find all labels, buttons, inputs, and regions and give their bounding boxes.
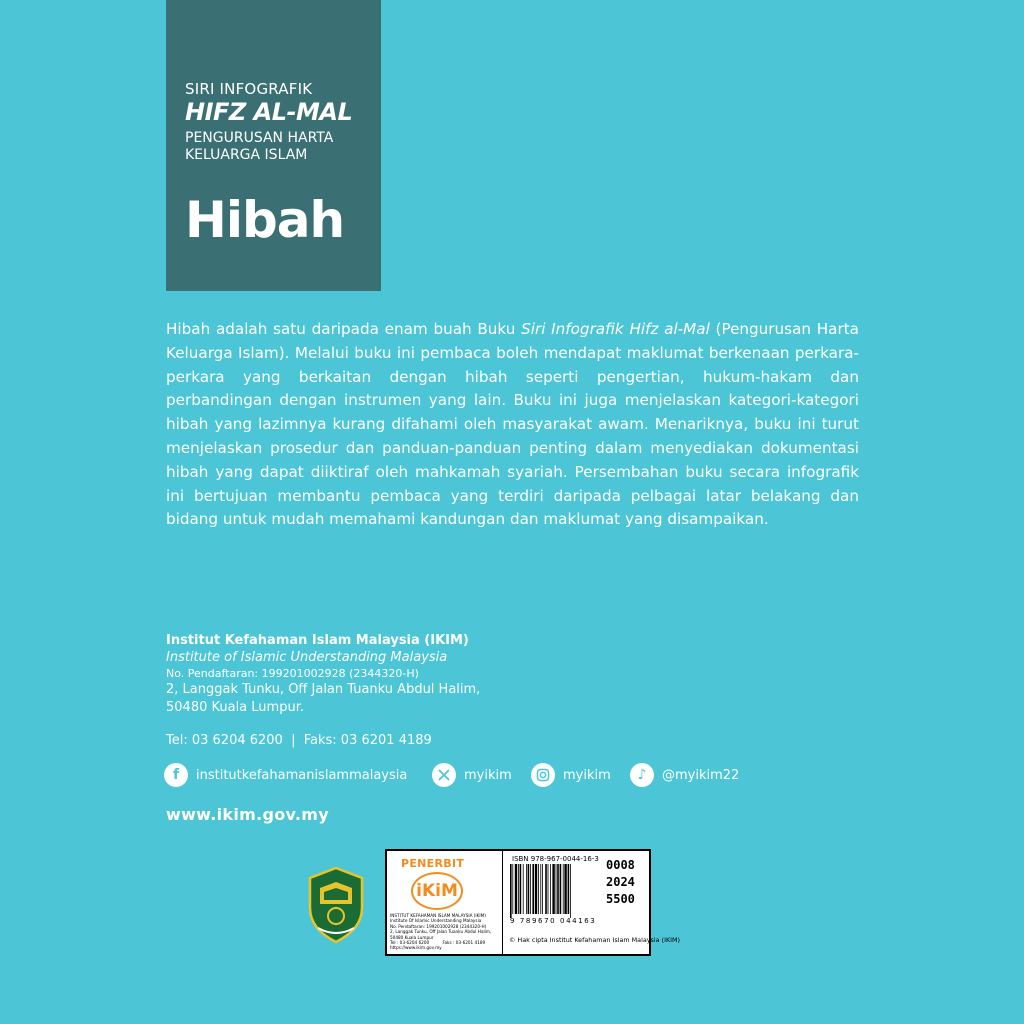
social-instagram[interactable] [531, 762, 611, 788]
imprint-line: No. Pendaftaran: 199201002928 (2344320-H) [390, 923, 487, 929]
imprint-line: https://www.ikim.gov.my [390, 945, 442, 951]
social-links [164, 762, 784, 788]
book-description [166, 318, 859, 532]
social-facebook[interactable] [164, 762, 407, 788]
publisher-name-english: Institute of Islamic Understanding Malaysia [166, 650, 448, 665]
publisher-info [166, 632, 586, 717]
series-label: SIRI INFOGRAFIK [185, 80, 313, 98]
imprint-line: Institute Of Islamic Understanding Malaysia [390, 918, 482, 924]
contact-phones: Tel: 03 6204 6200 | Faks: 03 6201 4189 [166, 733, 432, 748]
imprint-line: 2, Langgak Tunku, Off Jalan Tuanku Abdul Halim, [390, 929, 492, 935]
instagram-handle: myikim [563, 767, 611, 783]
series-subtitle-line-1: PENGURUSAN HARTA [185, 130, 334, 146]
publisher-name: Institut Kefahaman Islam Malaysia (IKIM) [166, 633, 469, 648]
cover-title-block [166, 0, 381, 291]
ikim-logo-icon [411, 872, 463, 910]
isbn-barcode-area [504, 851, 681, 954]
series-subtitle [185, 130, 381, 164]
publisher-address-line-1: 2, Langgak Tunku, Off Jalan Tuanku Abdul Halim, [166, 682, 481, 697]
price-code-line-1: 0008 [606, 858, 635, 872]
series-name: HIFZ AL-MAL [185, 98, 353, 126]
x-handle: myikim [464, 767, 512, 783]
facebook-icon: f [164, 763, 188, 787]
tiktok-icon: ♪ [630, 763, 654, 787]
publisher-imprint [387, 851, 503, 954]
publisher-registration: No. Pendaftaran: 199201002928 (2344320-H) [166, 667, 419, 680]
copyright-notice: © Hak cipta Institut Kefahaman Islam Malaysia (IKIM) [509, 936, 681, 944]
price-code-line-2: 2024 [606, 875, 635, 889]
instagram-icon [531, 763, 555, 787]
ikim-logo-text: iKiM [416, 881, 458, 901]
imprint-details [390, 913, 500, 951]
tiktok-handle: @myikim22 [662, 767, 740, 783]
price-code [606, 857, 635, 908]
imprint-line: 50480 Kuala Lumpur [390, 934, 434, 940]
x-icon [432, 763, 456, 787]
book-title: Hibah [185, 191, 345, 249]
website-link[interactable]: www.ikim.gov.my [166, 805, 330, 824]
series-subtitle-line-2: KELUARGA ISLAM [185, 147, 308, 163]
imprint-label: PENERBIT [401, 857, 465, 870]
imprint-line: Tel : 03-6204 6200 Faks : 03-6201 4189 [390, 940, 486, 946]
social-tiktok[interactable] [630, 762, 739, 788]
publisher-address-line-2: 50480 Kuala Lumpur. [166, 700, 304, 715]
description-series-title: Siri Infografik Hifz al-Mal [521, 320, 710, 338]
social-x[interactable] [432, 762, 512, 788]
barcode-digits: 9 789670 044163 [510, 917, 597, 925]
barcode-icon [510, 864, 594, 918]
price-code-line-3: 5500 [606, 892, 635, 906]
ikim-emblem-icon [306, 864, 366, 944]
isbn-number: ISBN 978-967-0044-16-3 [512, 855, 599, 863]
description-part-1: Hibah adalah satu daripada enam buah Buku [166, 320, 522, 338]
facebook-handle: institutkefahamanislammalaysia [196, 767, 408, 783]
imprint-line: INSTITUT KEFAHAMAN ISLAM MALAYSIA (IKIM) [390, 913, 486, 918]
barcode-box [385, 849, 681, 956]
description-part-2: (Pengurusan Harta Keluarga Islam). Melalui buku ini pembaca boleh mendapat maklumat berkenaan perkara-perkara yang berkaitan dengan hibah seperti pengertian, hukum-hakam dan perbandingan dengan instrumen yang lain. Buku ini juga menjelaskan kategori-kategori hibah yang lazimnya kurang difahami oleh masyarakat awam. Menariknya, buku ini turut menjelaskan prosedur dan panduan-panduan penting dalam menyediakan dokumentasi hibah yang dapat diiktiraf oleh mahkamah syariah. Persembahan buku secara infografik ini bertujuan membantu pembaca yang terdiri daripada pelbagai latar belakang dan bidang untuk mudah memahami kandungan dan maklumat yang disampaikan. [166, 320, 859, 529]
